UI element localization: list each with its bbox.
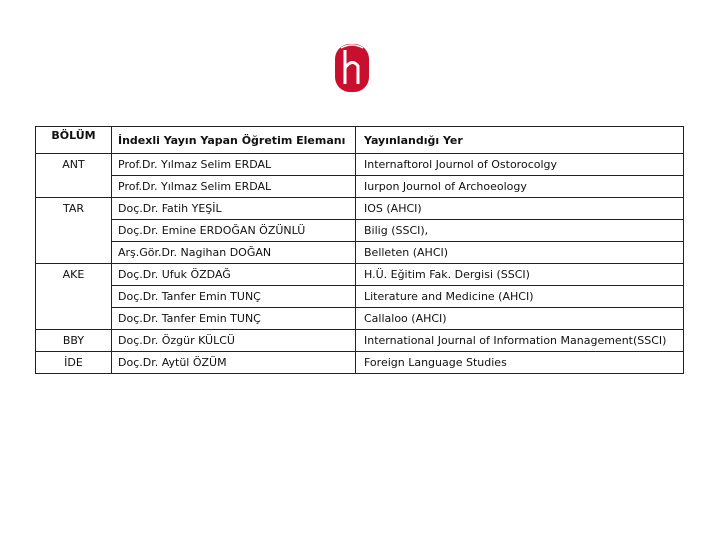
department-cell: BBY [36,330,112,352]
department-cell: AKE [36,264,112,286]
venue-cell: IOS (AHCI) [356,198,684,220]
author-cell: Doç.Dr. Özgür KÜLCÜ [112,330,356,352]
venue-cell: Internaftorol Journol of Ostorocolgy [356,154,684,176]
venue-cell: H.Ü. Eğitim Fak. Dergisi (SSCI) [356,264,684,286]
department-cell [36,176,112,198]
department-cell: TAR [36,198,112,220]
publications-table [35,126,684,374]
author-cell: Prof.Dr. Yılmaz Selim ERDAL [112,176,356,198]
author-cell: Doç.Dr. Fatih YEŞİL [112,198,356,220]
department-cell [36,308,112,330]
venue-cell: Belleten (AHCI) [356,242,684,264]
author-cell: Doç.Dr. Tanfer Emin TUNÇ [112,286,356,308]
venue-cell: Bilig (SSCI), [356,220,684,242]
header-venue: Yayınlandığı Yer [356,127,684,154]
table-row [36,308,684,330]
venue-cell: International Journal of Information Management(SSCI) [356,330,684,352]
header-author: İndexli Yayın Yapan Öğretim Elemanı [112,127,356,154]
department-cell: ANT [36,154,112,176]
logo-shield [335,44,369,92]
table-header-row [36,127,684,154]
hacettepe-logo [334,38,370,96]
table-row [36,198,684,220]
venue-cell: Iurpon Journol of Archoeology [356,176,684,198]
department-cell [36,242,112,264]
department-cell: İDE [36,352,112,374]
table-row [36,220,684,242]
table-row [36,330,684,352]
author-cell: Doç.Dr. Aytül ÖZÜM [112,352,356,374]
table-row [36,176,684,198]
author-cell: Doç.Dr. Ufuk ÖZDAĞ [112,264,356,286]
table-row [36,242,684,264]
venue-cell: Callaloo (AHCI) [356,308,684,330]
author-cell: Doç.Dr. Tanfer Emin TUNÇ [112,308,356,330]
table-row [36,154,684,176]
department-cell [36,220,112,242]
venue-cell: Foreign Language Studies [356,352,684,374]
table-row [36,352,684,374]
author-cell: Arş.Gör.Dr. Nagihan DOĞAN [112,242,356,264]
table-row [36,286,684,308]
department-cell [36,286,112,308]
author-cell: Doç.Dr. Emine ERDOĞAN ÖZÜNLÜ [112,220,356,242]
table-row [36,264,684,286]
venue-cell: Literature and Medicine (AHCI) [356,286,684,308]
header-department: BÖLÜM [51,129,96,142]
author-cell: Prof.Dr. Yılmaz Selim ERDAL [112,154,356,176]
